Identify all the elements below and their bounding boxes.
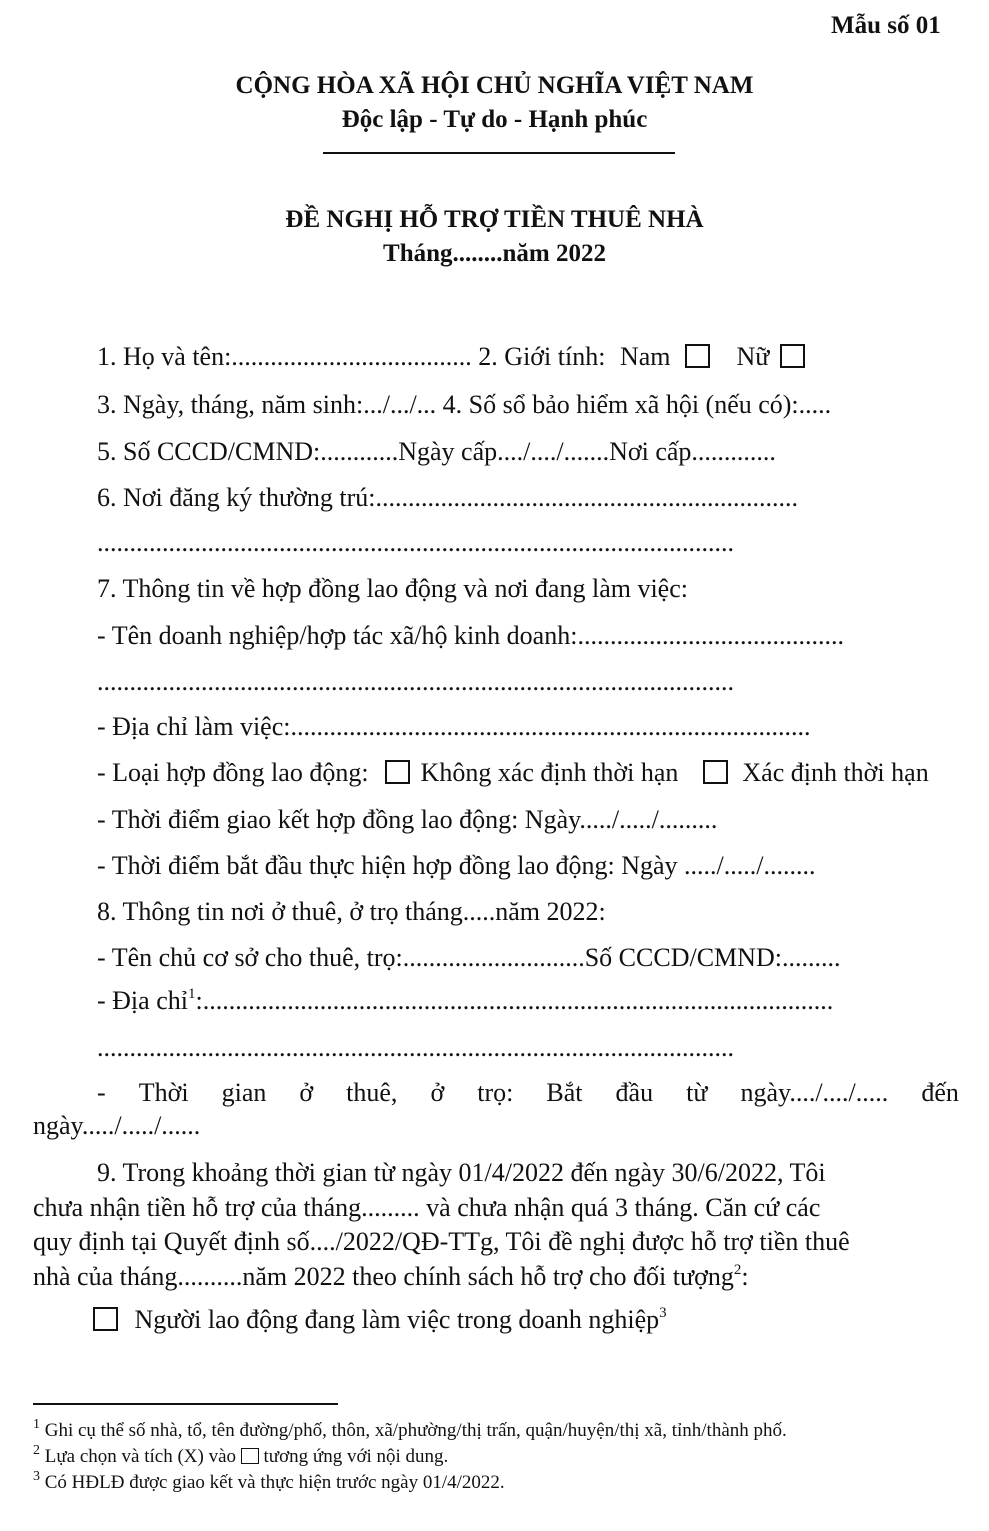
- rent-period-word: trọ:: [477, 1078, 514, 1107]
- contract-indefinite-checkbox[interactable]: [385, 760, 410, 784]
- section-9-line-4-end: :: [741, 1262, 749, 1291]
- field-name-label: 1. Họ và tên:..................................... 2. Giới tính:: [97, 342, 606, 371]
- footnote-1: [33, 1417, 787, 1442]
- gender-male-label: Nam: [619, 342, 671, 371]
- checkbox-symbol: [241, 1448, 259, 1464]
- field-company-name: - Tên doanh nghiệp/hợp tác xã/hộ kinh doanh:.........................................: [97, 621, 844, 650]
- footnote-text: tương ứng với nội dung.: [263, 1446, 449, 1467]
- rent-period-word: đầu: [615, 1078, 654, 1107]
- footnote-ref-3: 3: [659, 1305, 667, 1321]
- document-subtitle: Tháng........năm 2022: [383, 240, 606, 267]
- gender-male-checkbox[interactable]: [685, 344, 710, 368]
- field-birthdate-insurance: 3. Ngày, tháng, năm sinh:.../.../... 4. Số sổ bảo hiểm xã hội (nếu có):.....: [97, 390, 832, 419]
- section-9-line-4: [33, 1262, 749, 1292]
- rent-period-word: từ: [686, 1078, 708, 1107]
- option-worker-row: [93, 1305, 667, 1335]
- section-9-line-2: chưa nhận tiền hỗ trợ của tháng......... và chưa nhận quá 3 tháng. Căn cứ các: [33, 1193, 821, 1222]
- section-8-title: 8. Thông tin nơi ở thuê, ở trọ tháng.....năm 2022:: [97, 897, 606, 926]
- field-company-name-cont: ..................................................................................................: [97, 667, 734, 696]
- footnote-divider: [33, 1403, 338, 1405]
- document-title: ĐỀ NGHỊ HỖ TRỢ TIỀN THUÊ NHÀ: [285, 206, 704, 233]
- field-rental-address-cont: ..................................................................................................: [97, 1033, 734, 1062]
- footnote-2: [33, 1443, 449, 1468]
- footnote-text: Lựa chọn và tích (X) vào: [44, 1446, 237, 1467]
- rent-period-word: ngày..../..../.....: [740, 1078, 889, 1107]
- gender-female-checkbox[interactable]: [780, 344, 805, 368]
- field-contract-signed: - Thời điểm giao kết hợp đồng lao động: Ngày...../...../.........: [97, 805, 718, 834]
- section-9-line-3: quy định tại Quyết định số..../2022/QĐ-TTg, Tôi đề nghị được hỗ trợ tiền thuê: [33, 1227, 850, 1256]
- country-name: CỘNG HÒA XÃ HỘI CHỦ NGHĨA VIỆT NAM: [235, 72, 754, 99]
- footnote-text: Có HĐLĐ được giao kết và thực hiện trước ngày 01/4/2022.: [44, 1472, 505, 1493]
- rent-period-word: Bắt: [546, 1078, 583, 1107]
- footnote-number: 2: [33, 1443, 40, 1458]
- footnote-number: 1: [33, 1417, 40, 1432]
- footnote-3: [33, 1469, 505, 1494]
- footnote-ref-1: 1: [187, 986, 196, 1002]
- field-rental-address: [97, 986, 833, 1016]
- rental-address-label: - Địa chỉ: [97, 986, 188, 1015]
- rent-period-word: -: [97, 1078, 106, 1107]
- footnote-text: Ghi cụ thể số nhà, tổ, tên đường/phố, thôn, xã/phường/thị trấn, quận/huyện/thị xã, tỉnh/thành phố.: [44, 1420, 787, 1441]
- rent-period-word: đến: [921, 1078, 959, 1107]
- header-divider: [323, 152, 675, 154]
- field-contract-start: - Thời điểm bắt đầu thực hiện hợp đồng lao động: Ngày ...../...../........: [97, 851, 816, 880]
- rent-period-word: Thời: [138, 1078, 189, 1107]
- rent-period-word: gian: [221, 1078, 267, 1107]
- field-rental-period: [97, 1078, 959, 1108]
- form-number: Mẫu số 01: [831, 12, 941, 39]
- field-permanent-address: 6. Nơi đăng ký thường trú:.................................................................: [97, 483, 798, 512]
- contract-definite-checkbox[interactable]: [703, 760, 728, 784]
- contract-type-row: [97, 758, 929, 788]
- rent-period-word: ở: [299, 1078, 314, 1107]
- rental-address-dots: :.................................................................................................: [195, 986, 834, 1015]
- field-permanent-address-cont: ..................................................................................................: [97, 528, 734, 557]
- contract-indefinite-label: Không xác định thời hạn: [420, 758, 679, 787]
- section-9-line-4-text: nhà của tháng..........năm 2022 theo chính sách hỗ trợ cho đối tượng: [33, 1262, 734, 1291]
- field-name-row: [97, 342, 805, 372]
- rent-period-word: ở: [430, 1078, 445, 1107]
- footnote-number: 3: [33, 1469, 40, 1484]
- footnote-ref-2: 2: [733, 1262, 742, 1278]
- rent-period-word: thuê,: [346, 1078, 398, 1107]
- field-work-address: - Địa chỉ làm việc:................................................................................: [97, 712, 811, 741]
- gender-female-label: Nữ: [736, 342, 770, 371]
- section-7-title: 7. Thông tin về hợp đồng lao động và nơi đang làm việc:: [97, 574, 688, 603]
- field-id-card: 5. Số CCCD/CMND:............Ngày cấp..../..../.......Nơi cấp.............: [97, 437, 776, 466]
- field-rental-period-end: ngày...../...../......: [33, 1111, 201, 1140]
- option-worker-label: Người lao động đang làm việc trong doanh nghiệp: [134, 1305, 660, 1334]
- option-worker-checkbox[interactable]: [93, 1307, 118, 1331]
- section-9-line-1: 9. Trong khoảng thời gian từ ngày 01/4/2022 đến ngày 30/6/2022, Tôi: [97, 1158, 826, 1187]
- contract-type-label: - Loại hợp đồng lao động:: [97, 758, 369, 787]
- field-landlord: - Tên chủ cơ sở cho thuê, trọ:............................Số CCCD/CMND:.........: [97, 943, 841, 972]
- contract-definite-label: Xác định thời hạn: [742, 758, 929, 787]
- motto: Độc lập - Tự do - Hạnh phúc: [341, 106, 648, 133]
